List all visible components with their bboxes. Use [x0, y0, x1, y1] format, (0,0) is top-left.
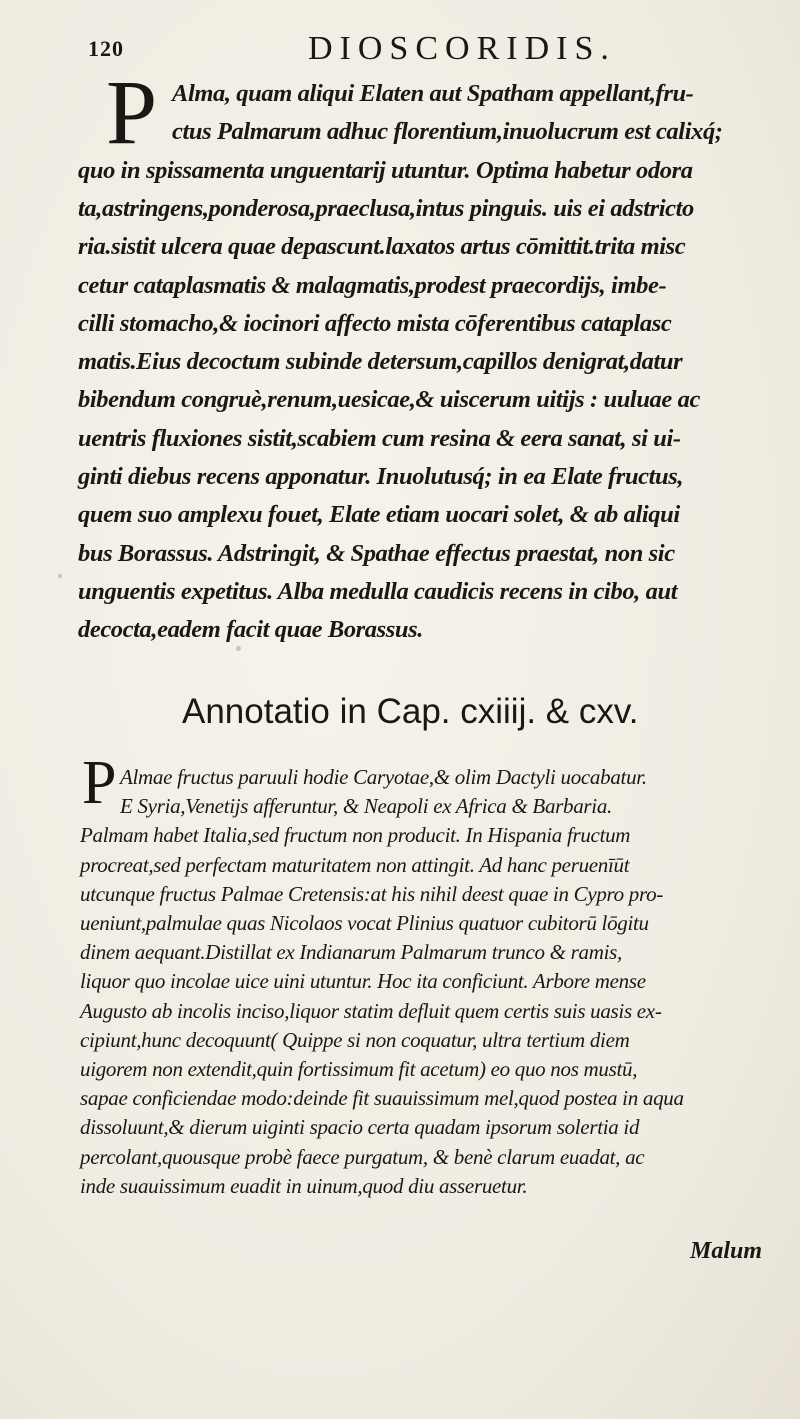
chapter-line: bibendum congruè,renum,uesicae,& uiscerum uitijs : uuluae ac — [78, 386, 700, 414]
annotation-line: ueniunt,palmulae quas Nicolaos vocat Plinius quatuor cubitorū lōgitu — [80, 911, 649, 935]
annotation-line: percolant,quousque probè faece purgatum, & benè clarum euadat, ac — [80, 1144, 645, 1169]
chapter-line: ctus Palmarum adhuc florentium,inuolucrum est calixq́; — [172, 118, 723, 146]
annotation-line: dinem aequant.Distillat ex Indianarum Palmarum trunco & ramis, — [80, 940, 622, 965]
chapter-line: uentris fluxiones sistit,scabiem cum resina & eera sanat, si ui- — [78, 424, 681, 452]
chapter-line: cetur cataplasmatis & malagmatis,prodest praecordijs, imbe- — [78, 271, 667, 299]
running-head — [88, 30, 760, 70]
chapter-line: quo in spissamenta unguentarij utuntur. Optima habetur odora — [78, 156, 693, 184]
annotation-line: sapae conficiendae modo:deinde fit suauissimum mel,quod postea in aqua — [80, 1086, 684, 1111]
annotation-line: Almae fructus paruuli hodie Caryotae,& olim Dactyli uocabatur. — [120, 765, 647, 789]
annotation-line: cipiunt,hunc decoquunt( Quippe si non coquatur, ultra tertium diem — [80, 1027, 630, 1052]
chapter-line: cilli stomacho,& iocinori affecto mista cōferentibus cataplasc — [78, 309, 672, 337]
annotation-line: uigorem non extendit,quin fortissimum fit acetum) eo quo nos mustū, — [80, 1057, 638, 1081]
annotation-line: dissoluunt,& dierum uiginti spacio certa quadam ipsorum solertia id — [80, 1115, 640, 1140]
chapter-line: decocta,eadem facit quae Borassus. — [78, 616, 424, 644]
chapter-line: ginti diebus recens apponatur. Inuolutusq́; in ea Elate fructus, — [78, 463, 684, 490]
ink-spot — [236, 646, 241, 651]
chapter-line: bus Borassus. Adstringit, & Spathae effectus praestat, non sic — [78, 539, 675, 567]
annotation-line: Palmam habet Italia,sed fructum non producit. In Hispania fructum — [80, 823, 631, 848]
ink-spot — [58, 574, 62, 578]
chapter-line: quem suo amplexu fouet, Elate etiam uocari solet, & ab aliqui — [78, 501, 680, 529]
chapter-line: Alma, quam aliqui Elaten aut Spatham appellant,fru- — [172, 80, 694, 107]
chapter-line: unguentis expetitus. Alba medulla caudicis recens in cibo, aut — [78, 577, 678, 605]
annotation-line: procreat,sed perfectam maturitatem non attingit. Ad hanc peruenīūt — [80, 852, 630, 877]
annotation-heading: Annotatio in Cap. cxiiij. & cxv. — [182, 692, 639, 731]
annotation-line: inde suauissimum euadit in uinum,quod diu asseruetur. — [80, 1173, 528, 1198]
annotation-dropcap: P — [82, 749, 117, 817]
annotation-line: utcunque fructus Palmae Cretensis:at his nihil deest quae in Cypro pro- — [80, 881, 663, 906]
annotation-line: liquor quo incolae uice uini utuntur. Hoc ita conficiunt. Arbore mense — [80, 969, 646, 994]
annotation-line: E Syria,Venetijs afferuntur, & Neapoli ex Africa & Barbaria. — [120, 794, 612, 819]
annotation-line: Augusto ab incolis inciso,liquor statim defluit quem certis suis uasis ex- — [80, 998, 662, 1023]
catchword: Malum — [690, 1238, 763, 1264]
page-number: 120 — [88, 36, 124, 61]
chapter-line: matis.Eius decoctum subinde detersum,capillos denigrat,datur — [78, 348, 683, 376]
chapter-dropcap: P — [106, 61, 158, 163]
ink-spot — [150, 512, 153, 515]
book-title: DIOSCORIDIS. — [308, 30, 616, 67]
chapter-line: ria.sistit ulcera quae depascunt.laxatos artus cōmittit.trita misc — [78, 233, 686, 261]
chapter-line: ta,astringens,ponderosa,praeclusa,intus pinguis. uis ei adstricto — [78, 194, 694, 222]
